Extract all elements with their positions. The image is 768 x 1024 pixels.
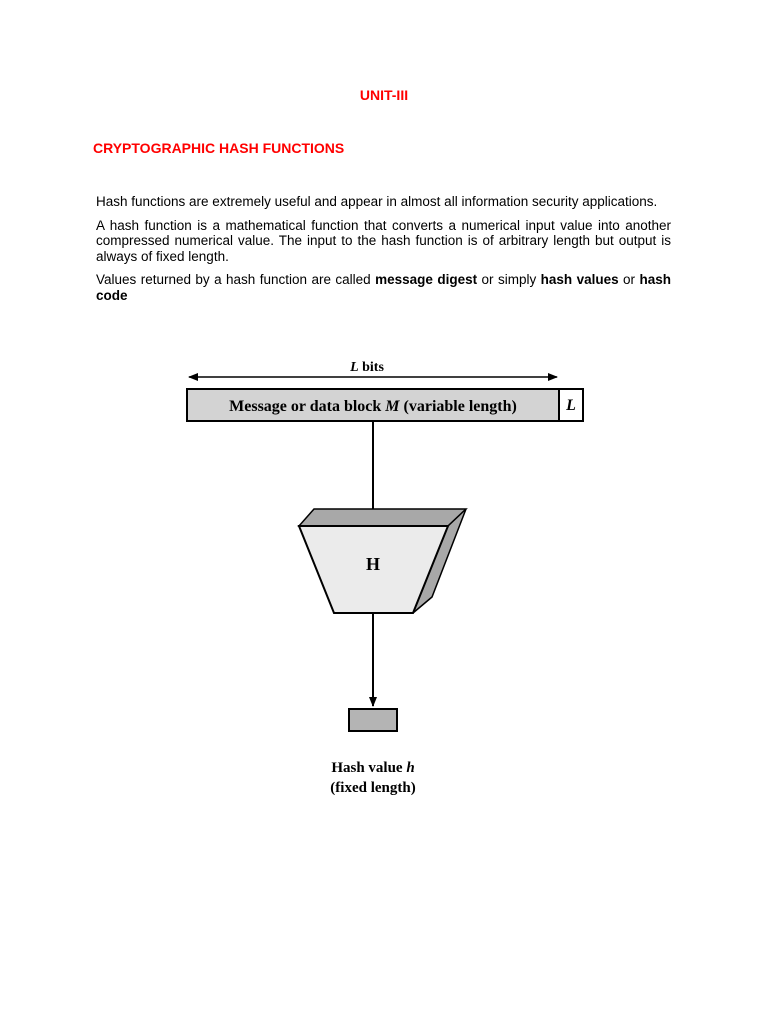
term-hash-code: hash code xyxy=(96,272,671,303)
bits-label: L bits xyxy=(350,360,384,375)
term-message-digest: message digest xyxy=(375,272,478,287)
length-field-label: L xyxy=(566,397,576,414)
section-title: CRYPTOGRAPHIC HASH FUNCTIONS xyxy=(93,140,345,156)
unit-title: UNIT-III xyxy=(359,87,409,103)
hash-function-top-face xyxy=(299,509,466,526)
paragraph-3-mid: or simply xyxy=(477,272,541,287)
paragraph-3-prefix: Values returned by a hash function are called xyxy=(96,272,376,287)
paragraph-3-or: or xyxy=(618,272,640,287)
term-hash-values: hash values xyxy=(540,272,619,287)
fixed-length-label: (fixed length) xyxy=(330,780,416,796)
hash-function-label: H xyxy=(365,554,381,574)
paragraph-2: A hash function is a mathematical function that converts a numerical input value into another compressed numerical value. The input to the hash function is of arbitrary length but output is always of fixed length. xyxy=(96,217,671,264)
paragraph-1: Hash functions are extremely useful and appear in almost all information security applications. xyxy=(96,194,658,209)
hash-value-label: Hash value h xyxy=(331,760,415,776)
hash-output-block xyxy=(349,709,397,731)
message-block-label: Message or data block M (variable length) xyxy=(229,398,517,415)
